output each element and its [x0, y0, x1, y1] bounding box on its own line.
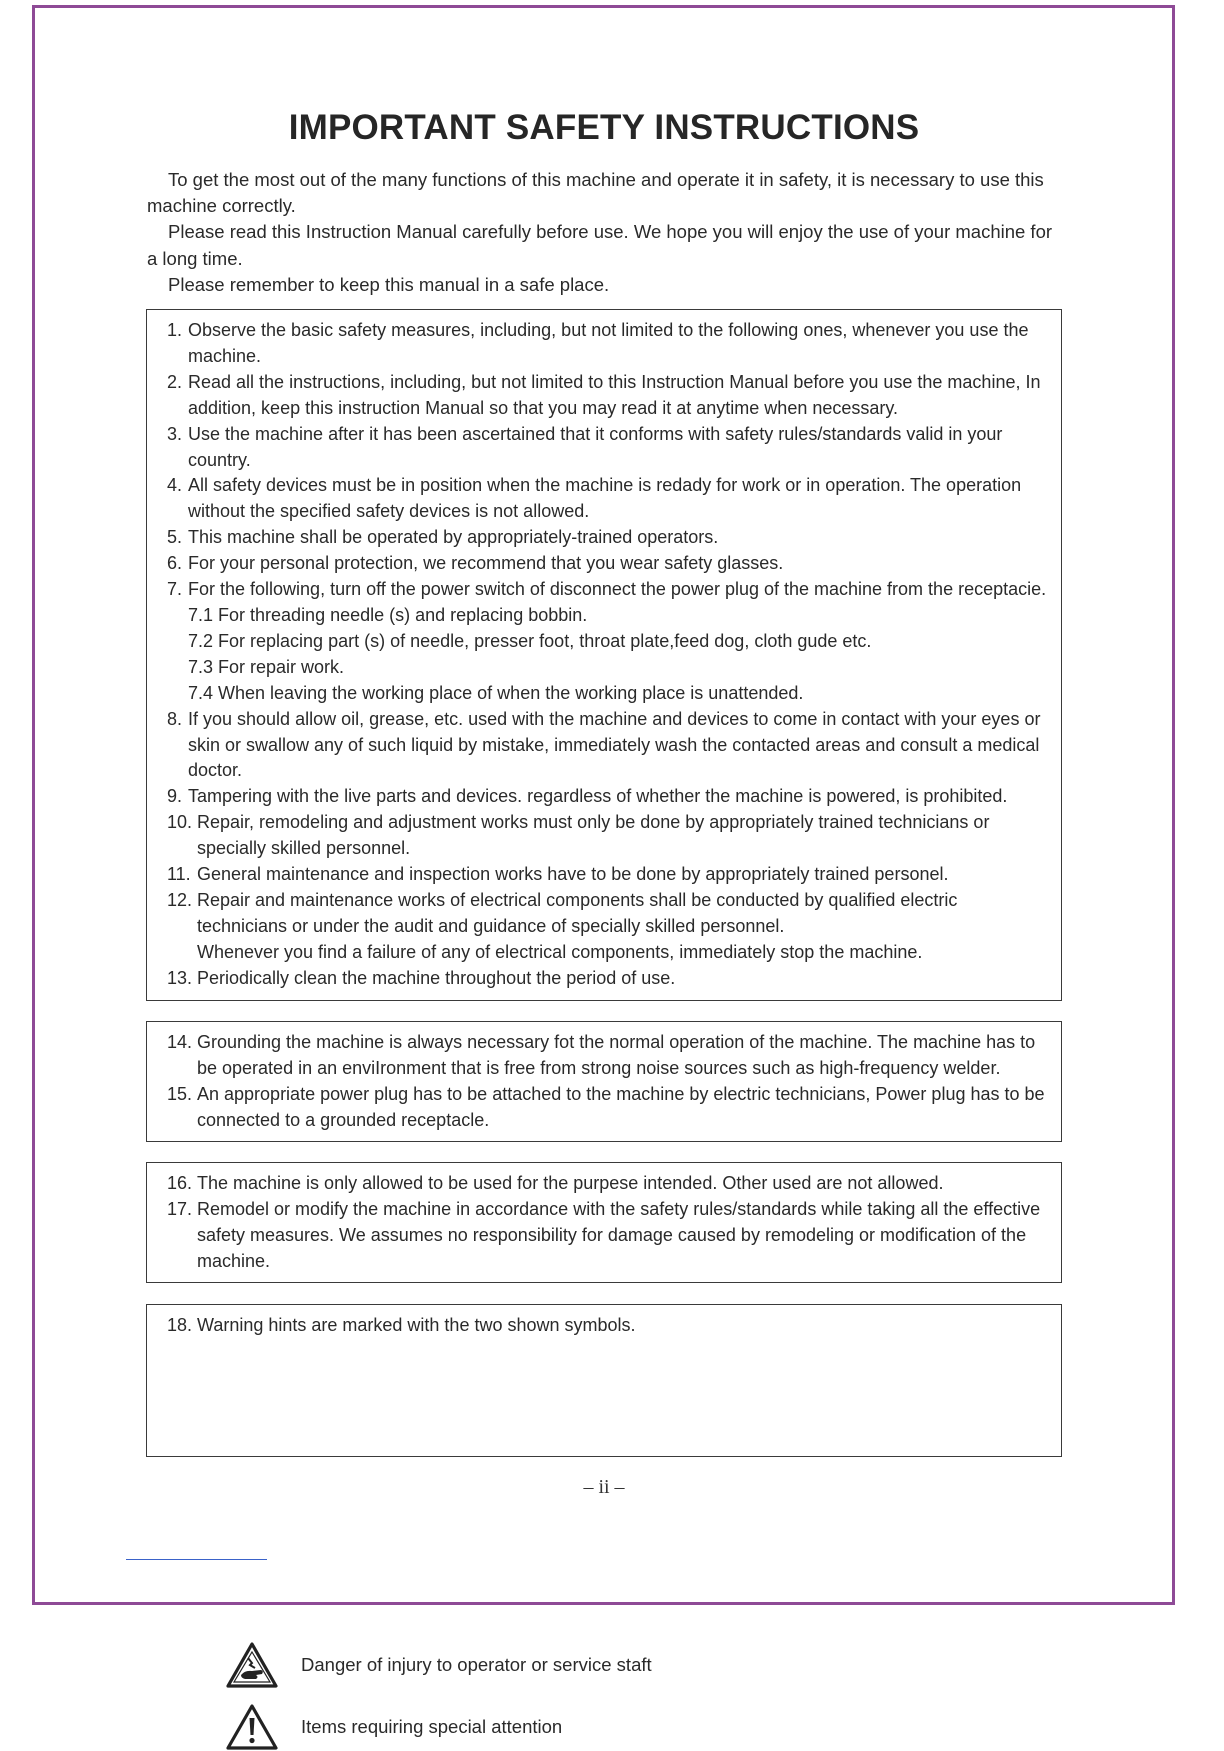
- hand-injury-warning-icon: [225, 1641, 279, 1689]
- list-item: [167, 1082, 1051, 1134]
- item-number: 7.: [167, 579, 188, 600]
- intro-text: [147, 167, 1067, 298]
- list-item: [167, 551, 1051, 577]
- item-number: 11.: [167, 864, 196, 885]
- safety-box-usage: [146, 1162, 1062, 1283]
- item-text: For the following, turn off the power switch of disconnect the power plug of the machine from the receptacie.: [188, 579, 1047, 600]
- item-number: 18.: [167, 1315, 198, 1335]
- item-text: If you should allow oil, grease, etc. used with the machine and devices to come in contact with your eyes or skin or swallow any of such liquid by mistake, immediately wash the contacted areas and consult a medical doctor.: [188, 708, 1041, 781]
- safety-box-general: [146, 309, 1062, 1001]
- sub-item: 7.4 When leaving the working place of when the working place is unattended.: [188, 682, 804, 703]
- footnote-rule: [126, 1559, 267, 1560]
- item-number: 10.: [167, 812, 198, 833]
- list-item: [167, 1313, 1051, 1339]
- item-text: Periodically clean the machine throughout the period of use.: [197, 967, 676, 988]
- item-text: Warning hints are marked with the two shown symbols.: [197, 1315, 636, 1335]
- item-text: Remodel or modify the machine in accordance with the safety rules/standards while taking all the effective safety measures. We assumes no responsibility for damage caused by remodeling or modification of the machine.: [197, 1198, 1041, 1271]
- item-number: 4.: [167, 475, 188, 496]
- list-item: [167, 370, 1051, 422]
- page-number: – ii –: [583, 1476, 625, 1498]
- list-item: [167, 966, 1051, 992]
- list-item: [167, 525, 1051, 551]
- item-text: Grounding the machine is always necessary fot the normal operation of the machine. The machine has to be operated in an enviIronment that is free from strong noise sources such as high-frequency welder.: [197, 1032, 1036, 1078]
- item-continuation: Whenever you find a failure of any of electrical components, immediately stop the machine.: [197, 941, 923, 962]
- item-number: 17.: [167, 1198, 198, 1219]
- list-item: [167, 422, 1051, 474]
- item-number: 14.: [167, 1032, 198, 1052]
- item-number: 6.: [167, 553, 188, 574]
- warning-symbol-row: [225, 1641, 652, 1689]
- item-text: Repair and maintenance works of electrical components shall be conducted by qualified electric technicians or under the audit and guidance of specially skilled personnel.: [197, 889, 958, 936]
- list-item: [167, 810, 1051, 862]
- item-text: An appropriate power plug has to be attached to the machine by electric technicians, Power plug has to be connected to a grounded receptacle.: [197, 1083, 1045, 1130]
- list-item: [167, 862, 1051, 888]
- item-text: Use the machine after it has been ascertained that it conforms with safety rules/standards valid in your country.: [188, 423, 1003, 470]
- list-item: [167, 784, 1051, 810]
- item-number: 13.: [167, 967, 198, 988]
- list-item: [167, 707, 1051, 785]
- page-title: IMPORTANT SAFETY INSTRUCTIONS: [288, 108, 920, 147]
- list-item: [167, 318, 1051, 370]
- safety-box-grounding: [146, 1021, 1062, 1142]
- warning-symbol-row: [225, 1703, 562, 1751]
- list-item: [167, 1030, 1051, 1082]
- sub-item: 7.1 For threading needle (s) and replacing bobbin.: [188, 604, 588, 625]
- exclamation-warning-icon: [225, 1703, 279, 1751]
- item-number: 3.: [167, 423, 188, 444]
- item-number: 16.: [167, 1173, 198, 1193]
- list-item: [167, 473, 1051, 525]
- item-number: 15.: [167, 1083, 198, 1104]
- item-text: The machine is only allowed to be used for the purpese intended. Other used are not allowed.: [197, 1173, 944, 1193]
- item-text: All safety devices must be in position when the machine is redady for work or in operation. The operation without the specified safety devices is not allowed.: [188, 475, 1022, 522]
- item-text: Repair, remodeling and adjustment works must only be done by appropriately trained technicians or specially skilled personnel.: [197, 812, 990, 859]
- intro-paragraph: Please read this Instruction Manual carefully before use. We hope you will enjoy the use of your machine for a long time.: [147, 221, 1053, 269]
- item-text: Observe the basic safety measures, including, but not limited to the following ones, whenever you use the machine.: [188, 320, 1029, 366]
- item-text: Tampering with the live parts and devices. regardless of whether the machine is powered, is prohibited.: [188, 786, 1008, 807]
- item-text: Read all the instructions, including, but not limited to this Instruction Manual before you use the machine, In addition, keep this instruction Manual so that you may read it at anytime when necessary.: [188, 371, 1041, 418]
- item-number: 5.: [167, 527, 188, 548]
- list-item: [167, 1171, 1051, 1197]
- item-number: 1.: [167, 320, 188, 340]
- item-number: 12.: [167, 889, 198, 910]
- intro-paragraph: To get the most out of the many functions of this machine and operate it in safety, it is necessary to use this machine correctly.: [147, 169, 1044, 217]
- item-number: 9.: [167, 786, 188, 807]
- list-item: [167, 577, 1051, 603]
- item-text: General maintenance and inspection works have to be done by appropriately trained personel.: [197, 864, 949, 885]
- sub-item: 7.2 For replacing part (s) of needle, presser foot, throat plate,feed dog, cloth gude etc.: [188, 630, 872, 651]
- item-number: 2.: [167, 371, 188, 392]
- item-number: 8.: [167, 708, 188, 729]
- intro-paragraph: Please remember to keep this manual in a safe place.: [168, 273, 610, 295]
- warning-symbol-label: Danger of injury to operator or service staft: [301, 1654, 652, 1676]
- item-text: For your personal protection, we recommend that you wear safety glasses.: [188, 553, 784, 574]
- list-item: [167, 1197, 1051, 1275]
- item-text: This machine shall be operated by appropriately-trained operators.: [188, 527, 719, 548]
- list-item: [167, 888, 1051, 940]
- sub-item: 7.3 For repair work.: [188, 656, 345, 677]
- warning-symbol-label: Items requiring special attention: [301, 1716, 563, 1738]
